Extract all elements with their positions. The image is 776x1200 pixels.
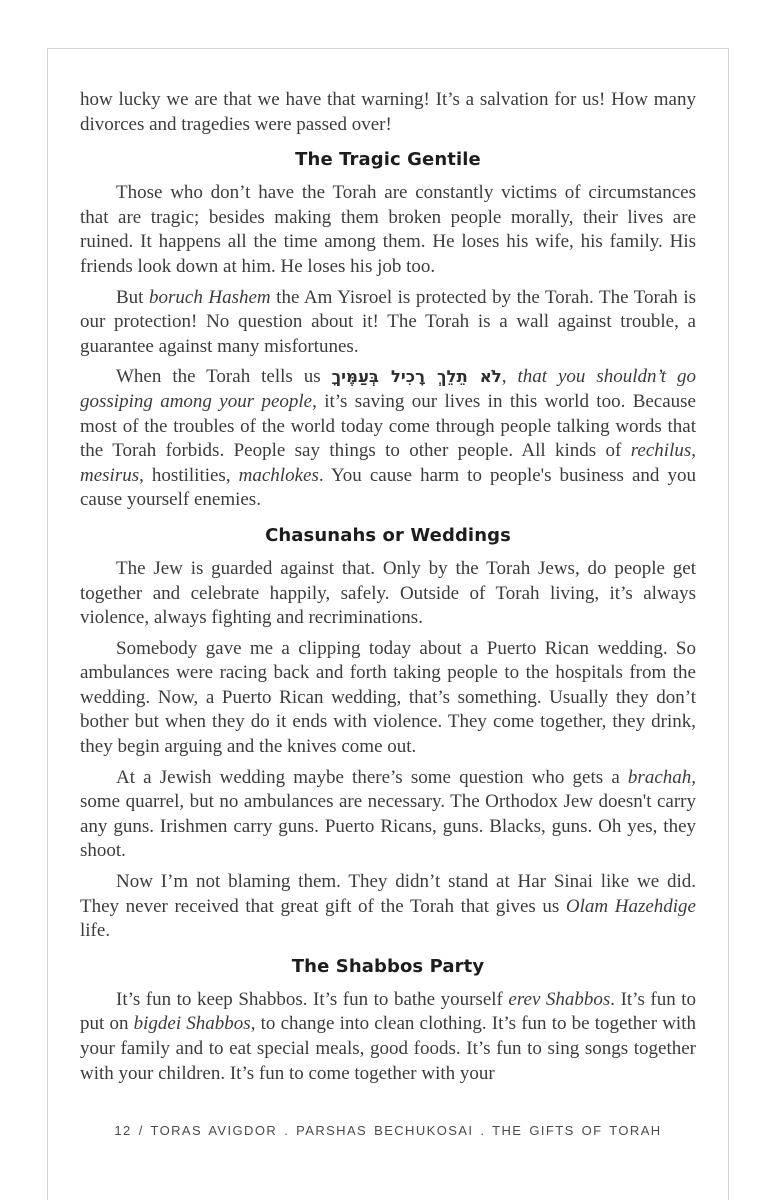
text-run: how lucky we are that we have that warning! It’s a salvation for us! How many divorces and tragedies were passed over! [80,89,696,135]
text-run: , hostilities, [139,464,239,486]
text-run: , [691,440,696,462]
text-run: Now I’m not blaming them. They didn’t stand at Har Sinai like we did. They never received that great gift of the Torah that gives us [80,871,696,917]
text-run: life. [80,920,111,942]
text-run: . It’s fun to put on [80,988,696,1035]
paragraph [80,870,696,944]
paragraph [80,766,696,864]
text-run: But [116,286,149,308]
text-run: bigdei Shabbos [133,1013,251,1035]
text-run: Somebody gave me a clipping today about a Puerto Rican wedding. So ambulances were racing back and forth taking people to the hospitals from the wedding. Now, a Puerto Rican wedding, that’s something. Usually they don’t bother but when they do it ends with violence. They come together, they drink, they begin arguing and the knives come out. [80,637,696,758]
text-run: The Jew is guarded against that. Only by the Torah Jews, do people get together and celebrate happily, safely. Outside of Torah living, it’s always violence, always fighting and recriminations. [80,557,696,629]
text-run: , it’s saving our lives in this world too. Because most of the troubles of the world today come through people talking words that the Torah forbids. People say things to other people. All kinds of [80,390,696,462]
text-run: When the Torah tells us [116,366,332,388]
text-run: It’s fun to keep Shabbos. It’s fun to bathe yourself [116,988,509,1010]
text-run: Those who don’t have the Torah are constantly victims of circumstances that are tragic; besides making them broken people morally, their lives are ruined. It happens all the time among them. He loses his wife, his family. His friends look down at him. He loses his job too. [80,182,696,277]
text-run: , some quarrel, but no ambulances are necessary. The Orthodox Jew doesn't carry any guns. Irishmen carry guns. Puerto Ricans, guns. Blacks, guns. Oh yes, they shoot. [80,766,696,862]
section-heading: The Tragic Gentile [295,149,481,171]
paragraph [80,637,696,760]
text-run: At a Jewish wedding maybe there’s some question who gets a [116,766,628,788]
text-run: . You cause harm to people's business and you cause yourself enemies. [80,464,696,511]
text-run: the Am Yisroel is protected by the Torah. The Torah is our protection! No question about it! The Torah is a wall against trouble, a guarantee against many misfortunes. [80,286,696,357]
paragraph [80,988,696,1086]
text-run: rechilus [630,440,692,462]
text-run: , to change into clean clothing. It’s fun to be together with your family and to eat special meals, good foods. It’s fun to sing songs together with your children. It’s fun to come together with your [80,1013,696,1084]
paragraph [80,365,696,513]
section-heading: The Shabbos Party [291,955,485,977]
paragraph [80,88,696,137]
text-run: brachah [627,766,692,788]
text-run: erev Shabbos [508,988,611,1010]
text-run: , [501,366,518,388]
hebrew-phrase: לֹא תֵלֵךְ רָכִיל בְּעַמֶּיךָ [331,367,502,387]
page-footer [48,1123,728,1138]
footer-text: 12 / TORAS AVIGDOR . PARSHAS BECHUKOSAI . THE GIFTS OF TORAH [114,1123,662,1138]
page-container [47,48,729,1200]
text-run: mesirus [80,464,140,486]
text-run: boruch Hashem [149,286,271,308]
article-body [80,88,696,1086]
paragraph [80,286,696,360]
paragraph [80,181,696,279]
paragraph [80,557,696,631]
text-run: Olam Hazehdige [565,895,696,917]
section-heading: Chasunahs or Weddings [265,524,511,546]
text-run: that you shouldn’t go gossiping among your people [80,366,697,412]
text-run: machlokes [238,464,319,486]
